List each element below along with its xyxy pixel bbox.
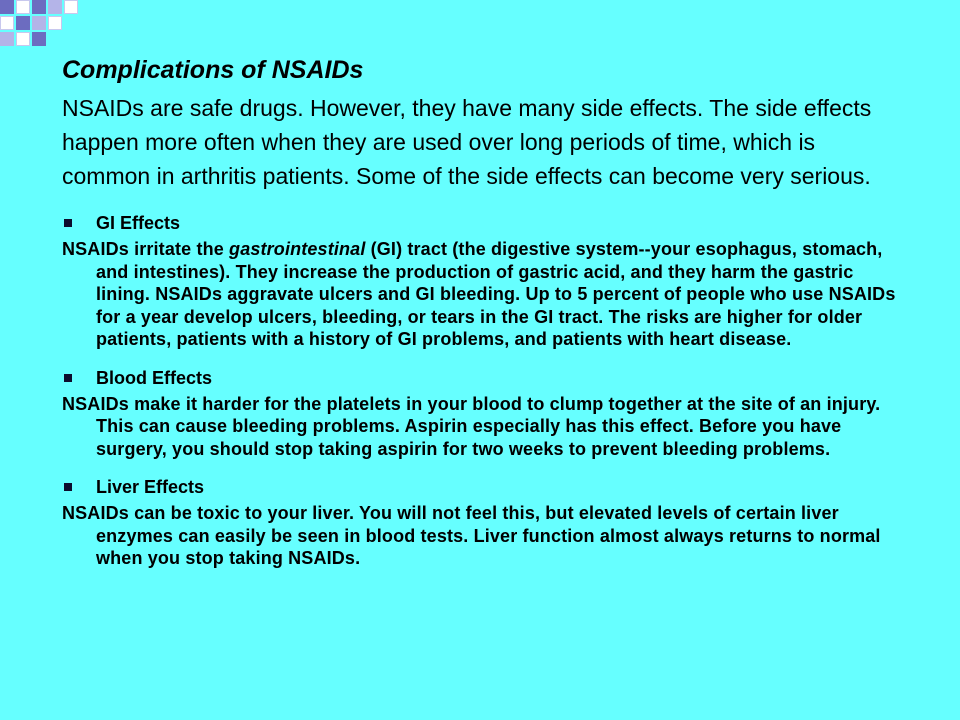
square-bullet-icon: [64, 483, 72, 491]
slide-title: Complications of NSAIDs: [62, 56, 364, 84]
section-heading-liver: [62, 476, 908, 498]
section-heading-label: GI Effects: [96, 213, 181, 233]
section-text-blood: NSAIDs make it harder for the platelets in your blood to clump together at the site of an injury. This can cause bleeding problems. Aspirin especially has this effect. Before you have surgery, you should stop taking aspirin for two weeks to prevent bleeding problems.: [62, 393, 881, 459]
section-heading-blood: [62, 367, 908, 389]
section-text-gi: [62, 238, 908, 351]
section-text-emphasis: gastrointestinal: [229, 239, 366, 259]
slide-content: [62, 212, 908, 570]
section-heading-gi: [62, 212, 908, 234]
decorative-squares-icon: [0, 0, 80, 60]
section-text-part: NSAIDs irritate the: [62, 239, 230, 259]
section-heading-label: Blood Effects: [96, 367, 213, 388]
section-text-part: (GI) tract (the digestive system--your esophagus, stomach, and intestines). They increase the production of gastric acid, and they harm the gastric lining. NSAIDs aggravate ulcers and GI bleeding. Up to 5 percent of people who use NSAIDs for a year develop ulcers, bleeding, or tears in the GI tract. The risks are higher for older patients, patients with a history of GI problems, and patients with heart disease.: [96, 239, 896, 349]
intro-paragraph: NSAIDs are safe drugs. However, they have many side effects. The side effects happen more often when they are used over long periods of time, which is common in arthritis patients. Some of the side effects can become very serious.: [62, 95, 872, 189]
section-text-liver: NSAIDs can be toxic to your liver. You will not feel this, but elevated levels of certain liver enzymes can easily be seen in blood tests. Liver function almost always returns to normal when you stop taking NSAIDs.: [62, 503, 881, 568]
square-bullet-icon: [64, 374, 72, 382]
section-heading-label: Liver Effects: [96, 477, 205, 497]
square-bullet-icon: [64, 219, 72, 227]
